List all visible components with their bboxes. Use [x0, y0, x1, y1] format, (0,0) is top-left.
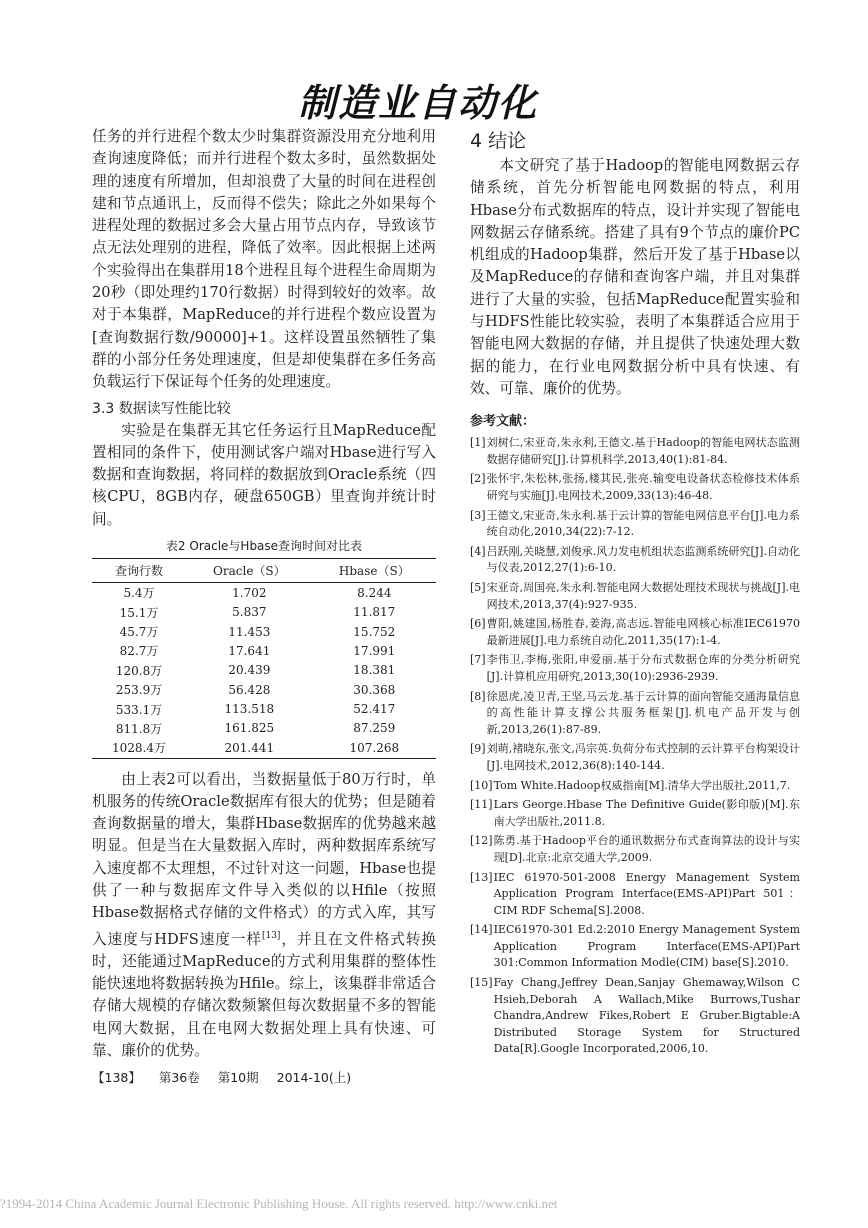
reference-number: [6] — [470, 617, 486, 631]
reference-number: [15] — [470, 976, 493, 990]
reference-item — [470, 870, 800, 920]
reference-item — [470, 833, 800, 866]
table-cell: 533.1万 — [115, 702, 163, 717]
table-row — [92, 641, 436, 660]
table-row — [92, 583, 436, 603]
reference-text: 陈勇.基于Hadoop平台的通讯数据分布式查询算法的设计与实现[D].北京:北京交通大学,2009. — [493, 834, 800, 864]
table-cell: 811.8万 — [115, 721, 163, 736]
table-caption: 表2 Oracle与Hbase查询时间对比表 — [165, 539, 363, 554]
reference-text: 李伟卫,李梅,张阳,申爱丽.基于分布式数据仓库的分类分析研究[J].计算机应用研究,2013,30(10):2936-2939. — [486, 653, 800, 683]
copyright-watermark: ?1994-2014 China Academic Journal Electronic Publishing House. All rights reserved. http://www.cnki.net — [0, 1196, 558, 1211]
table-cell: 5.837 — [232, 605, 267, 620]
reference-number: [11] — [470, 798, 493, 812]
reference-number: [4] — [470, 544, 486, 558]
table-row — [92, 661, 436, 680]
reference-item — [470, 435, 800, 468]
reference-item — [470, 652, 800, 685]
paragraph-text: ，并且在文件格式转换时，还能通过MapReduce的方式利用集群的整体性能快速地将数据转换为Hfile。综上，该集群非常适合存储大规模的存储次数频繁但每次数据量不多的智能电网大数据，且在电网大数据处理上具有快速、可靠、廉价的优势。 — [92, 930, 436, 1059]
table-cell: 45.7万 — [119, 625, 159, 640]
citation-superscript: [13] — [261, 930, 281, 941]
issue-label: 第10期 — [217, 1070, 259, 1085]
table-header-cell: 查询行数 — [92, 559, 186, 583]
table-cell: 82.7万 — [119, 644, 159, 659]
table-row — [92, 738, 436, 758]
reference-number: [13] — [470, 870, 493, 884]
journal-masthead: 制造业自动化 — [297, 80, 538, 125]
reference-item — [470, 471, 800, 504]
table-cell: 1.702 — [232, 585, 267, 600]
table-cell: 1028.4万 — [92, 738, 186, 758]
reference-item — [470, 778, 800, 795]
reference-item — [470, 580, 800, 613]
reference-item — [470, 741, 800, 774]
reference-number: [9] — [470, 742, 486, 756]
reference-text: 吕跃刚,关晓慧,刘俊承.风力发电机组状态监测系统研究[J].自动化与仪表,2012,27(1):6-10. — [486, 544, 800, 575]
page-footer — [92, 1068, 365, 1086]
section-4-title: 4 结论 — [470, 130, 527, 152]
reference-list — [470, 435, 800, 1058]
reference-text: 刘萌,褚晓东,张文,冯宗英.负荷分布式控制的云计算平台构架设计[J].电网技术,2012,36(8):140-144. — [486, 742, 800, 772]
table-cell: 201.441 — [186, 738, 313, 758]
reference-number: [2] — [470, 472, 486, 486]
table-cell: 120.8万 — [115, 663, 163, 678]
table-row — [92, 699, 436, 718]
reference-text: IEC61970-301 Ed.2:2010 Energy Management System Application Program Interface(EMS-API)Part 301:Common Information Modle(CIM) base[S].2010. — [493, 923, 800, 970]
table-header-row — [92, 559, 436, 583]
page-number: 【138】 — [92, 1070, 141, 1085]
table-cell: 87.259 — [353, 721, 396, 736]
table-cell: 11.817 — [353, 605, 396, 620]
table-cell: 11.453 — [228, 624, 271, 639]
reference-text: 徐恩虎,凌卫青,王坚,马云龙.基于云计算的面向智能交通海量信息的高性能计算支撑公共服务框架[J].机电产品开发与创新,2013,26(1):87-89. — [486, 689, 800, 736]
reference-number: [14] — [470, 923, 493, 937]
left-paragraph-2: 实验是在集群无其它任务运行且MapReduce配置相同的条件下，使用测试客户端对Hbase进行写入数据和查询数据，将同样的数据放到Oracle系统（四核CPU，8GB内存，硬盘650GB）里查询并统计时间。 — [92, 421, 436, 528]
table-cell: 52.417 — [353, 702, 396, 717]
reference-item — [470, 922, 800, 972]
reference-text: Lars George.Hbase The Definitive Guide(影印版)[M].东南大学出版社,2011.8. — [493, 798, 800, 828]
table-cell: 20.439 — [228, 663, 271, 678]
table-row — [92, 680, 436, 699]
reference-item — [470, 616, 800, 649]
reference-text: IEC 61970-501-2008 Energy Management System Application Program Interface(EMS-API)Part 501：CIM RDF Schema[S].2008. — [493, 870, 800, 917]
section-3-3-title: 3.3 数据读写性能比较 — [92, 400, 231, 417]
reference-number: [8] — [470, 689, 486, 703]
table-header-cell: Hbase（S） — [313, 559, 436, 583]
table-cell: 8.244 — [357, 585, 392, 600]
reference-number: [12] — [470, 834, 493, 848]
table-cell: 253.9万 — [115, 683, 163, 698]
volume-label: 第36卷 — [158, 1070, 200, 1085]
reference-number: [7] — [470, 653, 486, 667]
reference-text: Fay Chang,Jeffrey Dean,Sanjay Ghemaway,Wilson C Hsieh,Deborah A Wallach,Mike Burrows,Tushar Chandra,Andrew Fikes,Robert E Gruber.Bigtable:A Distributed Storage System for Structured Data[R].Google Incorporated,2006,10. — [493, 976, 800, 1056]
conclusion-paragraph: 本文研究了基于Hadoop的智能电网数据云存储系统，首先分析智能电网数据的特点，利用Hbase分布式数据库的特点，设计并实现了智能电网数据云存储系统。搭建了具有9个节点的廉价PC机组成的Hadoop集群，然后开发了基于Hbase以及MapReduce的存储和查询客户端，并且对集群进行了大量的实验，包括MapReduce配置实验和与HDFS性能比较实验，表明了本集群适合应用于智能电网大数据的存储，并且提供了快速处理大数据的能力，在行业电网数据分析中具有快速、有效、可靠、廉价的优势。 — [470, 157, 800, 397]
reference-item — [470, 975, 800, 1058]
reference-item — [470, 797, 800, 830]
reference-text: Tom White.Hadoop权威指南[M].清华大学出版社,2011,7. — [493, 778, 791, 792]
table-cell: 15.1万 — [119, 605, 159, 620]
reference-number: [3] — [470, 508, 486, 522]
reference-item — [470, 508, 800, 541]
query-time-table — [92, 558, 436, 759]
reference-text: 曹阳,姚建国,杨胜春,姜海,高志远.智能电网核心标准IEC61970最新进展[J].电力系统自动化,2011,35(17):1-4. — [486, 617, 800, 647]
reference-text: 宋亚奇,周国亮,朱永利.智能电网大数据处理技术现状与挑战[J].电网技术,2013,37(4):927-935. — [486, 581, 800, 611]
table-cell: 5.4万 — [123, 586, 155, 601]
left-paragraph-3 — [92, 769, 436, 1063]
issue-date: 2014-10(上) — [276, 1070, 352, 1085]
table-cell: 17.991 — [353, 643, 396, 658]
reference-text: 刘树仁,宋亚奇,朱永利,王德文.基于Hadoop的智能电网状态监测数据存储研究[J].计算机科学,2013,40(1):81-84. — [486, 436, 800, 466]
reference-number: [10] — [470, 778, 493, 792]
table-row — [92, 719, 436, 738]
left-column — [92, 126, 436, 1062]
reference-number: [5] — [470, 581, 486, 595]
left-paragraph-1: 任务的并行进程个数太少时集群资源没用充分地利用查询速度降低；而并行进程个数太多时，虽然数据处理的速度有所增加，但却浪费了大量的时间在进程创建和节点通讯上，反而得不偿失；除此之外如果每个进程处理的数据过多会大量占用节点内存，导致该节点无法处理别的进程，降低了效率。因此根据上述两个实验得出在集群用18个进程且每个进程生命周期为20秒（即处理约170行数据）时得到较好的效率。故对于本集群，MapReduce的并行进程个数应设置为[查询数据行数/90000]+1。这样设置虽然牺牲了集群的小部分任务处理速度，但是却使集群在多任务高负载运行下保证每个任务的处理速度。 — [92, 128, 436, 391]
reference-text: 张怀宇,朱松林,张扬,楼其民,张亮.输变电设备状态检修技术体系研究与实施[J].电网技术,2009,33(13):46-48. — [486, 472, 800, 503]
table-cell: 113.518 — [224, 702, 275, 717]
reference-text: 王德文,宋亚奇,朱永利.基于云计算的智能电网信息平台[J].电力系统自动化,2010,34(22):7-12. — [486, 508, 800, 539]
reference-item — [470, 544, 800, 577]
table-cell: 107.268 — [313, 738, 436, 758]
table-row — [92, 622, 436, 641]
table-cell: 17.641 — [228, 643, 271, 658]
paragraph-text: 由上表2可以看出，当数据量低于80万行时，单机服务的传统Oracle数据库有很大的优势；但是随着查询数据量的增大，集群Hbase数据库的优势越来越明显。但是当在大量数据入库时，两种数据库系统写入速度都不太理想，不过针对这一问题，Hbase也提供了一种与数据库文件导入类似的以Hfile（按照Hbase数据格式存储的文件格式）的方式入库，其写入速度与HDFS速度一样 — [92, 770, 436, 948]
reference-number: [1] — [470, 436, 486, 450]
references-title: 参考文献： — [470, 414, 536, 430]
reference-item — [470, 689, 800, 739]
table-cell: 15.752 — [353, 624, 396, 639]
table-cell: 56.428 — [228, 682, 271, 697]
table-cell: 30.368 — [353, 682, 396, 697]
table-cell: 161.825 — [224, 721, 275, 736]
table-row — [92, 602, 436, 621]
table-header-cell: Oracle（S） — [186, 559, 313, 583]
table-cell: 18.381 — [353, 663, 396, 678]
right-column — [470, 126, 800, 1061]
